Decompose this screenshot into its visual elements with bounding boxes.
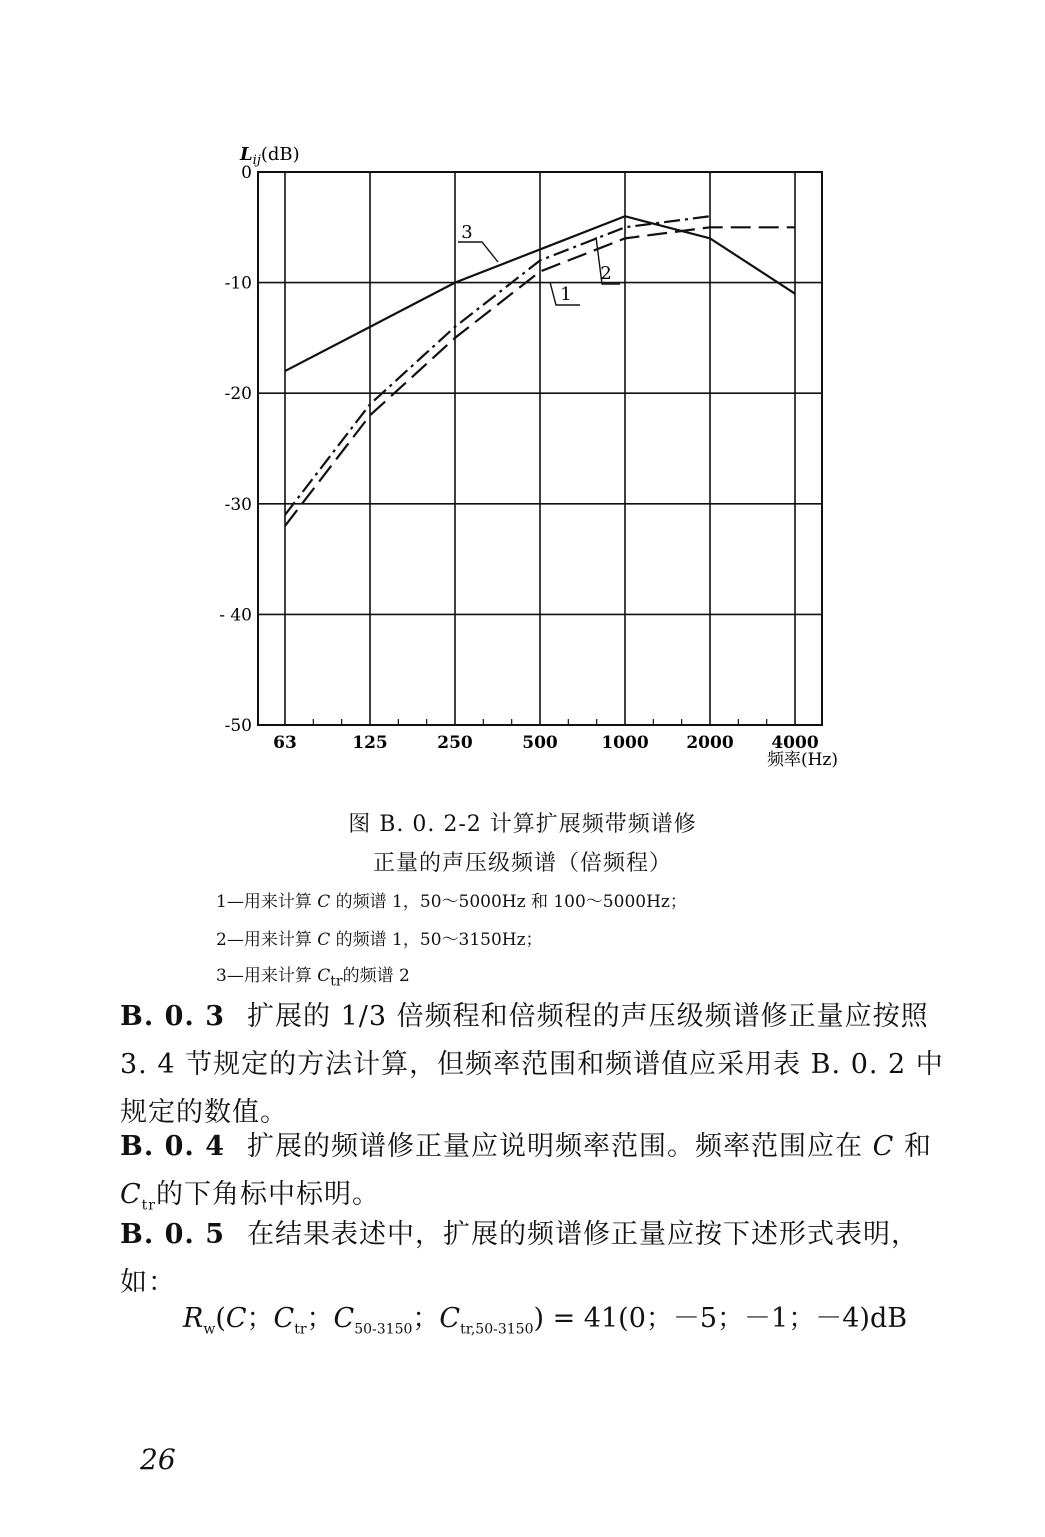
x-tick-label: 63	[273, 733, 297, 753]
x-tick-label: 2000	[686, 733, 734, 753]
section-number: B. 0. 4	[120, 1131, 225, 1162]
series-label-1: 1	[560, 284, 572, 305]
legend-item-2: 2—用来计算 C 的频谱 1，50～3150Hz；	[216, 930, 543, 950]
x-tick-label: 250	[437, 733, 473, 753]
x-tick-label: 500	[522, 733, 558, 753]
page-number: 26	[140, 1443, 176, 1476]
figure-caption-line1: 图 B. 0. 2-2 计算扩展频带频谱修	[348, 812, 697, 837]
x-axis-title: 频率(Hz)	[766, 750, 838, 770]
y-tick-label: 0	[241, 163, 252, 183]
section-b04: B. 0. 4 扩展的频谱修正量应说明频率范围。频率范围应在 C 和 $C_{tr}$的下角标中标明。	[120, 1131, 932, 1214]
y-tick-label: - 40	[219, 605, 252, 626]
section-number: B. 0. 3	[120, 1001, 225, 1032]
y-tick-label: -30	[224, 494, 252, 515]
y-tick-label: -50	[224, 716, 252, 736]
legend-item-1: 1—用来计算 C 的频谱 1，50～5000Hz 和 100～5000Hz；	[216, 892, 687, 912]
figure-caption-line2: 正量的声压级频谱（倍频程）	[372, 851, 672, 876]
section-b03: B. 0. 3 扩展的 1/3 倍频程和倍频程的声压级频谱修正量应按照 3. 4 节规定的方法计算，但频率范围和频谱值应采用表 B. 0. 2 中规定的数值。	[120, 1001, 944, 1128]
y-axis-title: $L_{ij}(dB)$	[240, 144, 300, 168]
section-number: B. 0. 5	[120, 1219, 225, 1250]
x-tick-label: 4000	[771, 733, 819, 753]
legend-item-3: 3—用来计算 $C_{tr}$的频谱 2	[216, 966, 410, 990]
x-tick-label: 125	[352, 733, 388, 753]
series-label-2: 2	[600, 263, 612, 284]
series-label-3: 3	[461, 222, 473, 243]
y-tick-label: -20	[224, 384, 252, 405]
formula: $R_w(C$；$C_{tr}$；$C_{50-3150}$；$C_{tr,50-3150}) = 41(0$；－5；－1；－4)dB	[183, 1303, 908, 1338]
y-tick-label: -10	[224, 273, 252, 294]
callout-leader-3	[458, 242, 498, 262]
section-b05: B. 0. 5 在结果表述中，扩展的频谱修正量应按下述形式表明，如：	[120, 1219, 919, 1298]
x-tick-label: 1000	[601, 733, 649, 753]
